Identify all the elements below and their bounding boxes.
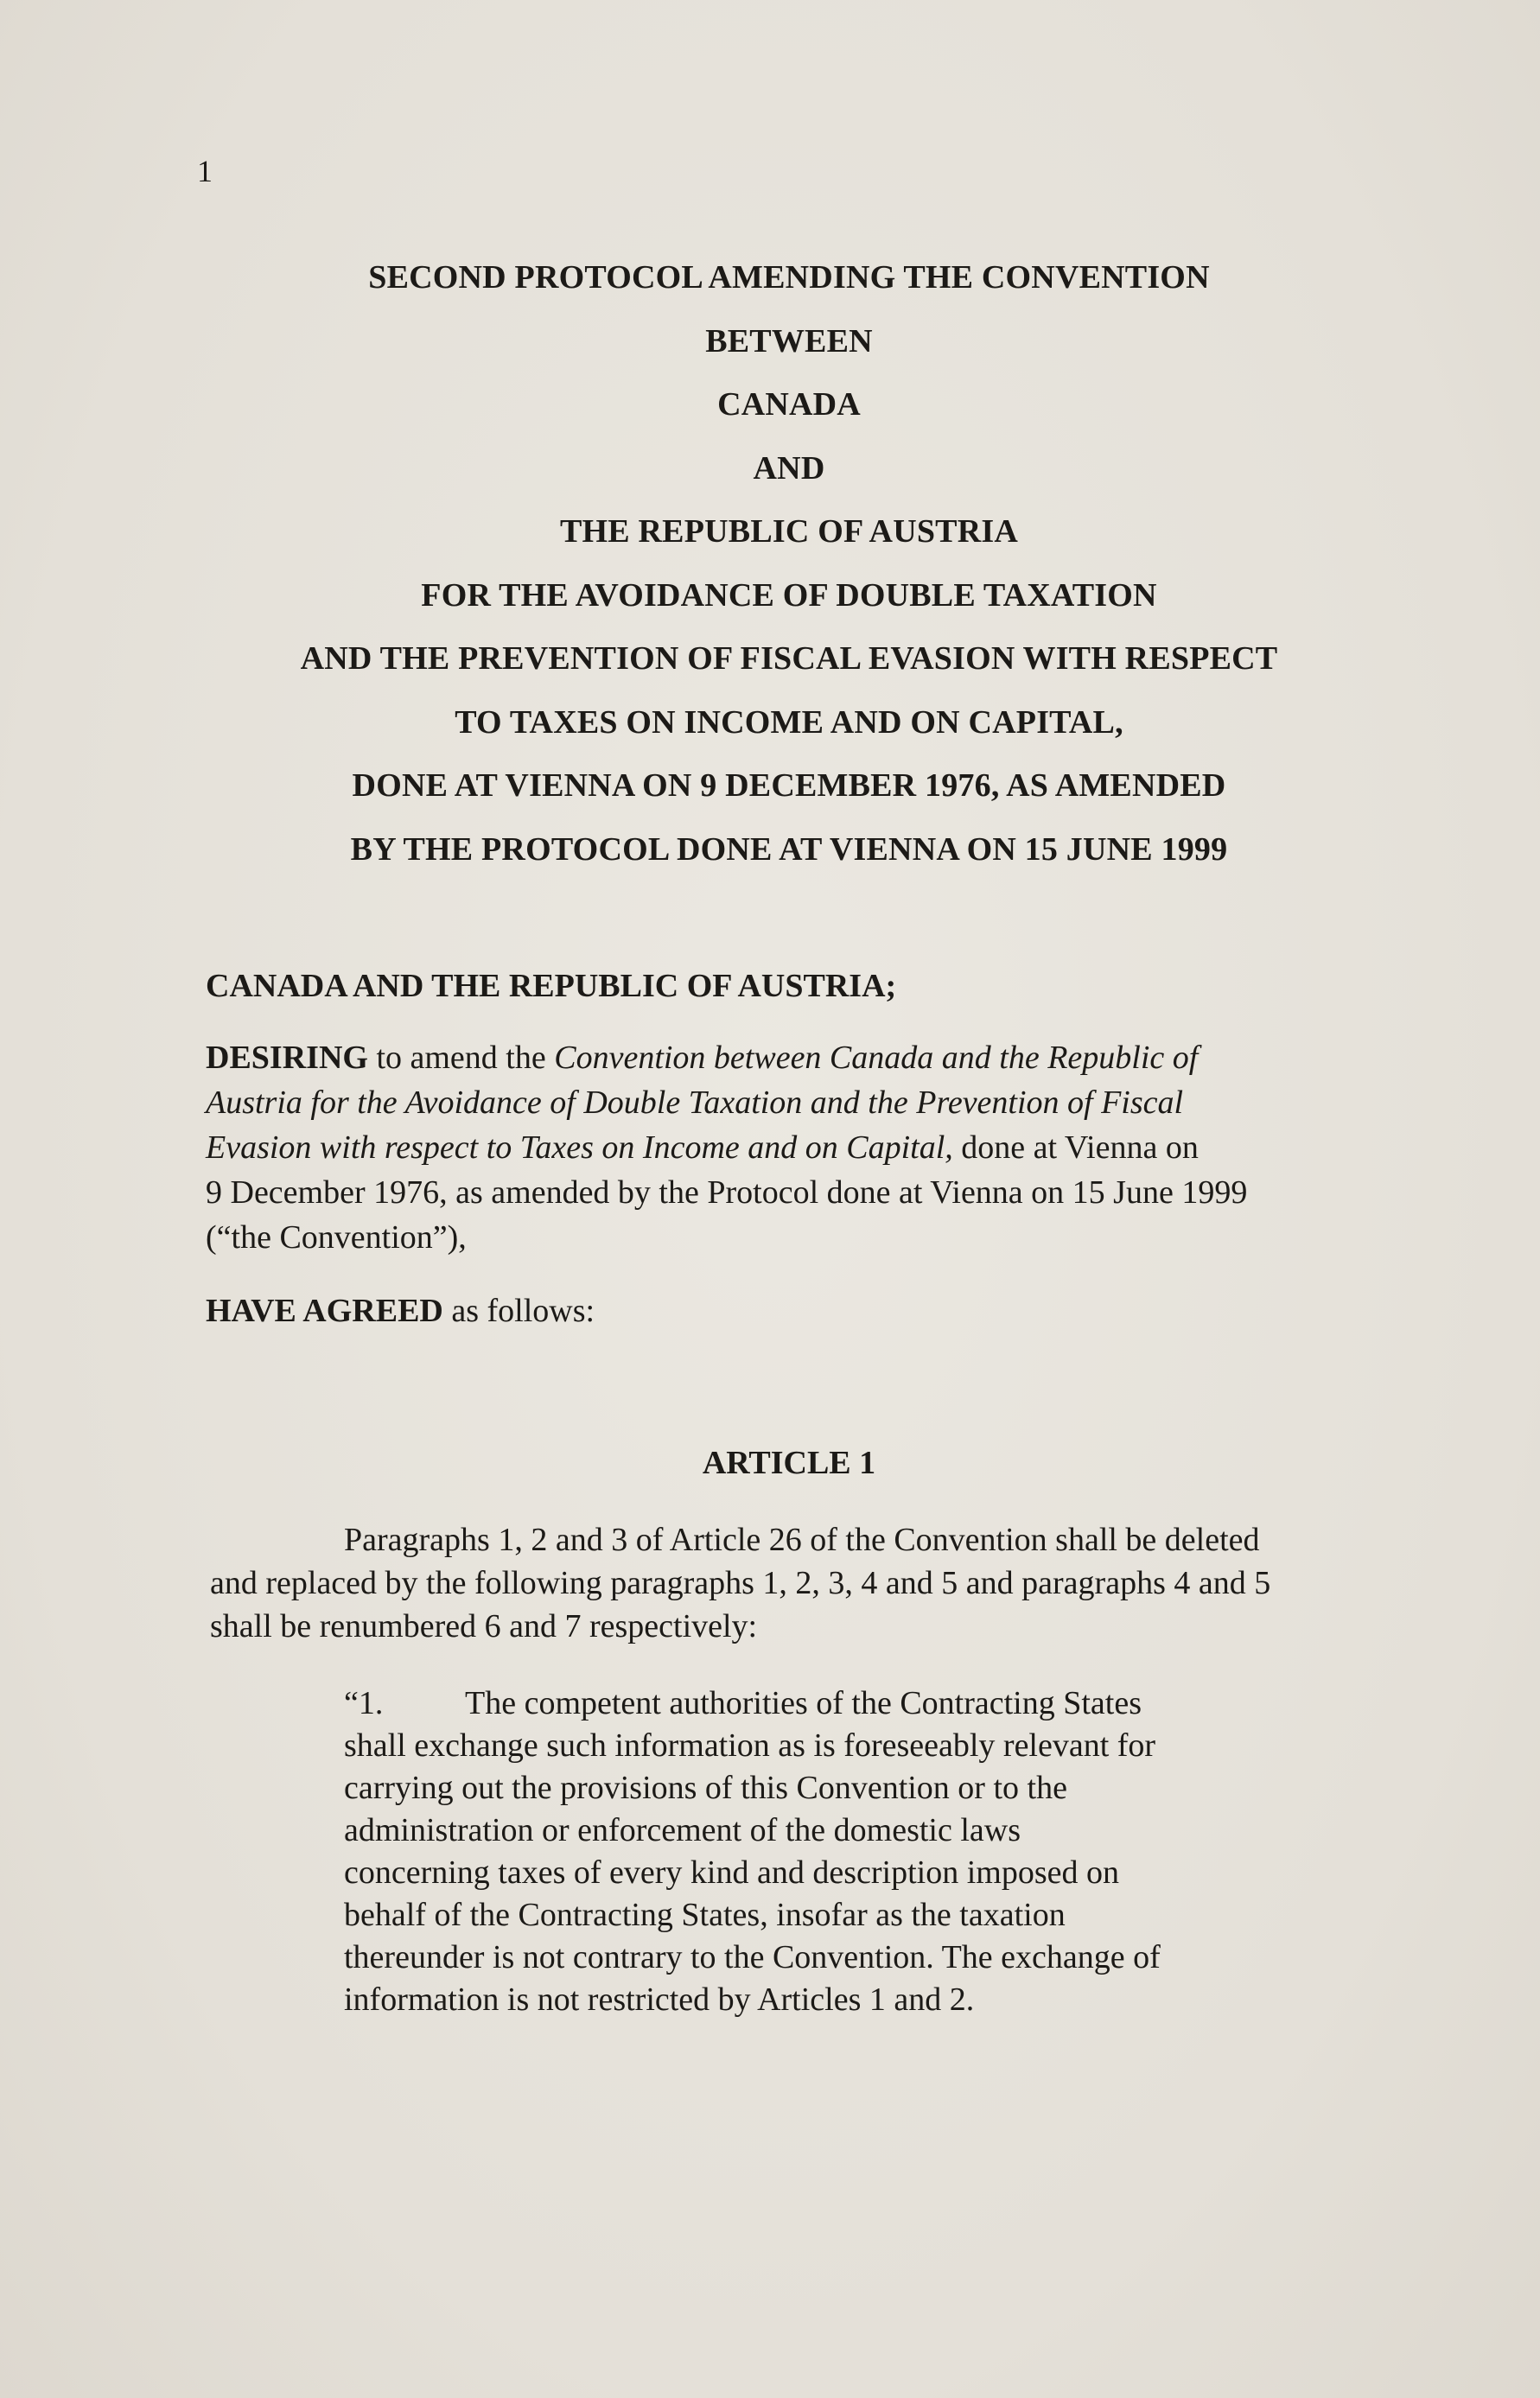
quote-line: shall exchange such information as is foreseeably relevant for [344, 1727, 1156, 1764]
title-line: TO TAXES ON INCOME AND ON CAPITAL, [455, 703, 1123, 741]
title-line: DONE AT VIENNA ON 9 DECEMBER 1976, AS AMENDED [352, 767, 1226, 804]
desiring-text: to amend the [367, 1040, 555, 1076]
convention-title-italic: Convention between Canada and the Republic of [554, 1040, 1199, 1076]
quote-line [344, 1682, 1295, 1725]
quote-line: concerning taxes of every kind and description imposed on [344, 1854, 1119, 1891]
desiring-line [206, 1035, 1355, 1080]
article-line: shall be renumbered 6 and 7 respectively: [210, 1608, 758, 1644]
quote-line: administration or enforcement of the domestic laws [344, 1812, 1021, 1848]
quote-line: carrying out the provisions of this Convention or to the [344, 1770, 1067, 1806]
title-line: CANADA [717, 386, 861, 423]
desiring-line [206, 1125, 1355, 1170]
article-line: and replaced by the following paragraphs 1, 2, 3, 4 and 5 and paragraphs 4 and 5 [210, 1565, 1271, 1601]
article-paragraph [210, 1518, 1403, 1648]
parties-heading: CANADA AND THE REPUBLIC OF AUSTRIA; [206, 968, 897, 1004]
desiring-line: (“the Convention”), [206, 1219, 467, 1256]
title-line: AND [753, 449, 825, 487]
convention-title-italic: Evasion with respect to Taxes on Income and on Capital, [206, 1129, 953, 1166]
title-line: BETWEEN [705, 322, 873, 359]
page-number: 1 [197, 154, 213, 188]
agreed-keyword: HAVE AGREED [206, 1293, 443, 1329]
quoted-paragraph [344, 1682, 1295, 2021]
quote-line: behalf of the Contracting States, insofar as the taxation [344, 1897, 1066, 1933]
desiring-line: 9 December 1976, as amended by the Protocol done at Vienna on 15 June 1999 [206, 1174, 1248, 1211]
article-heading: ARTICLE 1 [702, 1445, 876, 1481]
desiring-paragraph [206, 1035, 1355, 1260]
document-title [197, 246, 1381, 881]
article-line: Paragraphs 1, 2 and 3 of Article 26 of the Convention shall be deleted [344, 1522, 1260, 1558]
title-line: THE REPUBLIC OF AUSTRIA [559, 513, 1018, 550]
agreed-paragraph [206, 1289, 595, 1333]
quote-line: information is not restricted by Articles 1 and 2. [344, 1981, 975, 2018]
desiring-text: done at Vienna on [952, 1129, 1199, 1166]
desiring-line [206, 1080, 1355, 1125]
paragraph-number: “1. [344, 1685, 384, 1721]
convention-title-italic: Austria for the Avoidance of Double Taxation and the Prevention of Fiscal [206, 1085, 1184, 1121]
quote-text: The competent authorities of the Contracting States [465, 1685, 1142, 1721]
quote-line: thereunder is not contrary to the Convention. The exchange of [344, 1939, 1161, 1975]
title-line: FOR THE AVOIDANCE OF DOUBLE TAXATION [421, 576, 1157, 614]
agreed-text: as follows: [442, 1293, 595, 1329]
title-line: AND THE PREVENTION OF FISCAL EVASION WITH RESPECT [300, 640, 1278, 677]
title-line: BY THE PROTOCOL DONE AT VIENNA ON 15 JUNE 1999 [350, 830, 1228, 868]
title-line: SECOND PROTOCOL AMENDING THE CONVENTION [368, 259, 1210, 296]
desiring-keyword: DESIRING [206, 1040, 368, 1076]
